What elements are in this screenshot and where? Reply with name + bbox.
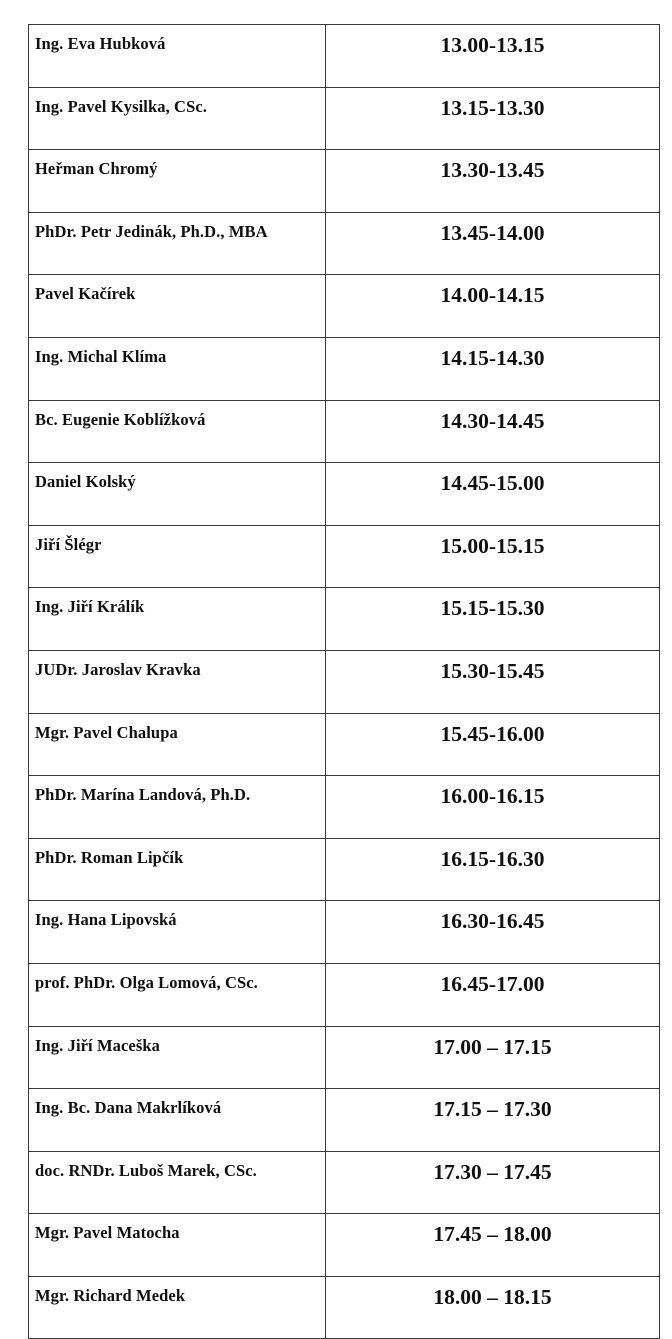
table-row: [29, 25, 660, 88]
table-row: [29, 713, 660, 776]
person-name: JUDr. Jaroslav Kravka: [29, 650, 326, 713]
person-name: Daniel Kolský: [29, 463, 326, 526]
time-slot: 14.30-14.45: [326, 400, 660, 463]
person-name: Heřman Chromý: [29, 150, 326, 213]
person-name: Ing. Pavel Kysilka, CSc.: [29, 87, 326, 150]
table-row: [29, 1026, 660, 1089]
person-name: Pavel Kačírek: [29, 275, 326, 338]
table-row: [29, 1276, 660, 1339]
time-slot: 16.30-16.45: [326, 901, 660, 964]
person-name: Mgr. Richard Medek: [29, 1276, 326, 1339]
table-row: [29, 650, 660, 713]
person-name: Jiří Šlégr: [29, 525, 326, 588]
time-slot: 13.30-13.45: [326, 150, 660, 213]
person-name: Mgr. Pavel Chalupa: [29, 713, 326, 776]
person-name: doc. RNDr. Luboš Marek, CSc.: [29, 1151, 326, 1214]
person-name: Bc. Eugenie Koblížková: [29, 400, 326, 463]
time-slot: 14.45-15.00: [326, 463, 660, 526]
schedule-sheet: [28, 24, 659, 1339]
table-row: [29, 1151, 660, 1214]
table-row: [29, 337, 660, 400]
table-row: [29, 525, 660, 588]
time-slot: 17.15 – 17.30: [326, 1089, 660, 1152]
time-slot: 15.00-15.15: [326, 525, 660, 588]
time-slot: 14.00-14.15: [326, 275, 660, 338]
table-row: [29, 901, 660, 964]
person-name: Ing. Jiří Maceška: [29, 1026, 326, 1089]
table-row: [29, 400, 660, 463]
time-slot: 15.45-16.00: [326, 713, 660, 776]
time-slot: 13.15-13.30: [326, 87, 660, 150]
person-name: prof. PhDr. Olga Lomová, CSc.: [29, 963, 326, 1026]
table-row: [29, 776, 660, 839]
schedule-table: [28, 24, 660, 1339]
time-slot: 16.15-16.30: [326, 838, 660, 901]
time-slot: 18.00 – 18.15: [326, 1276, 660, 1339]
time-slot: 13.45-14.00: [326, 212, 660, 275]
time-slot: 16.00-16.15: [326, 776, 660, 839]
person-name: PhDr. Petr Jedinák, Ph.D., MBA: [29, 212, 326, 275]
time-slot: 15.30-15.45: [326, 650, 660, 713]
person-name: Ing. Eva Hubková: [29, 25, 326, 88]
person-name: PhDr. Roman Lipčík: [29, 838, 326, 901]
table-row: [29, 963, 660, 1026]
table-row: [29, 150, 660, 213]
table-row: [29, 838, 660, 901]
time-slot: 17.30 – 17.45: [326, 1151, 660, 1214]
time-slot: 16.45-17.00: [326, 963, 660, 1026]
time-slot: 17.00 – 17.15: [326, 1026, 660, 1089]
time-slot: 15.15-15.30: [326, 588, 660, 651]
time-slot: 14.15-14.30: [326, 337, 660, 400]
table-row: [29, 588, 660, 651]
person-name: Ing. Michal Klíma: [29, 337, 326, 400]
time-slot: 13.00-13.15: [326, 25, 660, 88]
table-row: [29, 212, 660, 275]
table-row: [29, 1214, 660, 1277]
table-row: [29, 1089, 660, 1152]
table-row: [29, 463, 660, 526]
table-row: [29, 87, 660, 150]
person-name: Ing. Jiří Králík: [29, 588, 326, 651]
person-name: Ing. Hana Lipovská: [29, 901, 326, 964]
person-name: PhDr. Marína Landová, Ph.D.: [29, 776, 326, 839]
time-slot: 17.45 – 18.00: [326, 1214, 660, 1277]
person-name: Mgr. Pavel Matocha: [29, 1214, 326, 1277]
table-row: [29, 275, 660, 338]
person-name: Ing. Bc. Dana Makrlíková: [29, 1089, 326, 1152]
